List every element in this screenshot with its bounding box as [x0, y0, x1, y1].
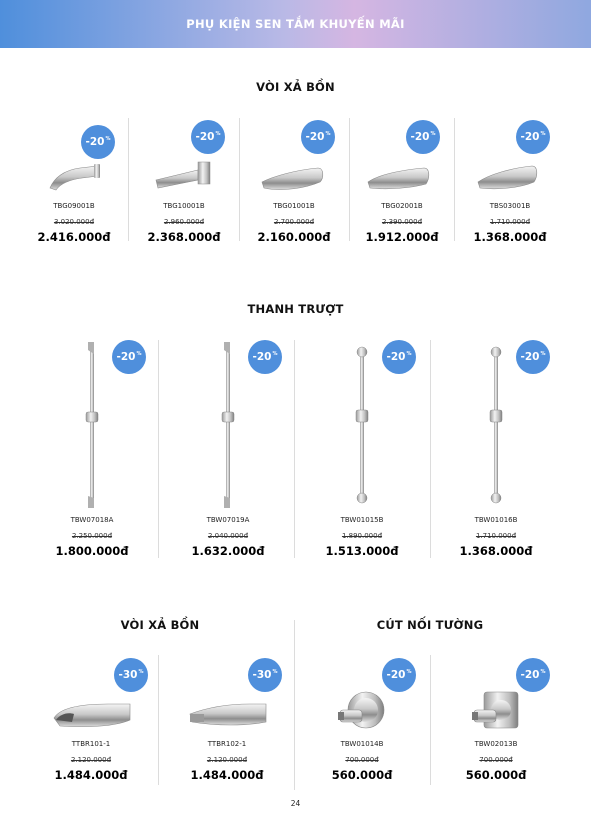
discount-badge: -20 % — [516, 120, 550, 154]
tub-spout-image — [366, 164, 432, 194]
divider — [158, 655, 159, 785]
section-title-slide-bar: THANH TRƯỢT — [247, 302, 344, 316]
old-price: 1.710.000đ — [475, 532, 517, 540]
product-card[interactable] — [444, 340, 548, 560]
discount-badge: -20 % — [382, 340, 416, 374]
page-number: 24 — [290, 799, 301, 808]
product-code: TBW02013B — [474, 740, 518, 748]
discount-badge: -20 % — [516, 658, 550, 692]
product-code: TBW01016B — [474, 516, 518, 524]
product-card[interactable] — [172, 656, 282, 786]
product-code: TBW07018A — [70, 516, 114, 524]
header-banner — [0, 0, 591, 48]
discount-badge: -20 % — [81, 125, 115, 159]
sale-price: 1.513.000đ — [325, 544, 399, 558]
tub-spout-image — [186, 698, 270, 730]
old-price: 2.250.000đ — [71, 532, 113, 540]
slide-bar-image — [350, 342, 374, 512]
product-card[interactable] — [356, 118, 448, 248]
old-price: 2.040.000đ — [207, 532, 249, 540]
sale-price: 560.000đ — [331, 768, 393, 782]
wall-elbow-image — [470, 688, 522, 734]
sale-price: 2.368.000đ — [147, 230, 221, 244]
divider — [430, 340, 431, 558]
sale-price: 560.000đ — [465, 768, 527, 782]
product-code: TBG09001B — [53, 202, 95, 210]
section-title-wall-elbow: CÚT NỐI TƯỜNG — [376, 618, 484, 632]
sale-price: 2.160.000đ — [257, 230, 331, 244]
discount-badge: -20 % — [516, 340, 550, 374]
product-code: TBG02001B — [381, 202, 423, 210]
product-card[interactable] — [28, 118, 120, 248]
sale-price: 1.800.000đ — [55, 544, 129, 558]
sale-price: 1.484.000đ — [190, 768, 264, 782]
discount-badge: -20 % — [382, 658, 416, 692]
product-code: TBW07019A — [206, 516, 250, 524]
tub-spout-image — [50, 698, 134, 730]
sale-price: 1.912.000đ — [365, 230, 439, 244]
product-card[interactable] — [40, 340, 144, 560]
old-price: 700.000đ — [479, 756, 513, 764]
discount-badge: -20 % — [248, 340, 282, 374]
product-code: TBW01014B — [340, 740, 384, 748]
tub-spout-image — [152, 158, 214, 192]
discount-badge: -30 % — [248, 658, 282, 692]
sale-price: 1.484.000đ — [54, 768, 128, 782]
slide-bar-image — [80, 340, 104, 510]
sale-price: 2.416.000đ — [37, 230, 111, 244]
product-card[interactable] — [444, 656, 548, 786]
tub-spout-image — [476, 164, 540, 194]
discount-badge: -20 % — [112, 340, 146, 374]
old-price: 2.960.000đ — [163, 218, 205, 226]
product-card[interactable] — [310, 340, 414, 560]
divider — [294, 620, 295, 790]
product-code: TBW01015B — [340, 516, 384, 524]
discount-badge: -20 % — [406, 120, 440, 154]
old-price: 2.390.000đ — [381, 218, 423, 226]
discount-badge: -30 % — [114, 658, 148, 692]
section-title-tub-spout: VÒI XẢ BỒN — [256, 80, 335, 94]
product-card[interactable] — [310, 656, 414, 786]
old-price: 1.710.000đ — [489, 218, 531, 226]
product-card[interactable] — [464, 118, 556, 248]
old-price: 1.890.000đ — [341, 532, 383, 540]
discount-badge: -20 % — [301, 120, 335, 154]
divider — [128, 118, 129, 241]
divider — [430, 655, 431, 785]
slide-bar-image — [484, 342, 508, 512]
sale-price: 1.368.000đ — [459, 544, 533, 558]
discount-badge: -20 % — [191, 120, 225, 154]
product-code: TBG10001B — [163, 202, 205, 210]
old-price: 2.120.000đ — [206, 756, 248, 764]
product-card[interactable] — [138, 118, 230, 248]
product-code: TTBR102-1 — [207, 740, 247, 748]
sale-price: 1.632.000đ — [191, 544, 265, 558]
divider — [239, 118, 240, 241]
slide-bar-image — [216, 340, 240, 510]
divider — [349, 118, 350, 241]
old-price: 3.020.000đ — [53, 218, 95, 226]
product-code: TTBR101-1 — [71, 740, 111, 748]
old-price: 700.000đ — [345, 756, 379, 764]
divider — [454, 118, 455, 241]
divider — [294, 340, 295, 558]
product-code: TBS03001B — [489, 202, 531, 210]
sale-price: 1.368.000đ — [473, 230, 547, 244]
old-price: 2.700.000đ — [273, 218, 315, 226]
product-card[interactable] — [176, 340, 280, 560]
divider — [158, 340, 159, 558]
banner-title: PHỤ KIỆN SEN TẮM KHUYẾN MÃI — [186, 17, 405, 31]
old-price: 2.120.000đ — [70, 756, 112, 764]
section-title-tub-spout-2: VÒI XẢ BỒN — [120, 618, 200, 632]
product-card[interactable] — [36, 656, 146, 786]
wall-elbow-image — [336, 688, 388, 734]
product-card[interactable] — [248, 118, 340, 248]
tub-spout-image — [46, 162, 102, 192]
tub-spout-image — [260, 164, 326, 194]
product-code: TBG01001B — [273, 202, 315, 210]
